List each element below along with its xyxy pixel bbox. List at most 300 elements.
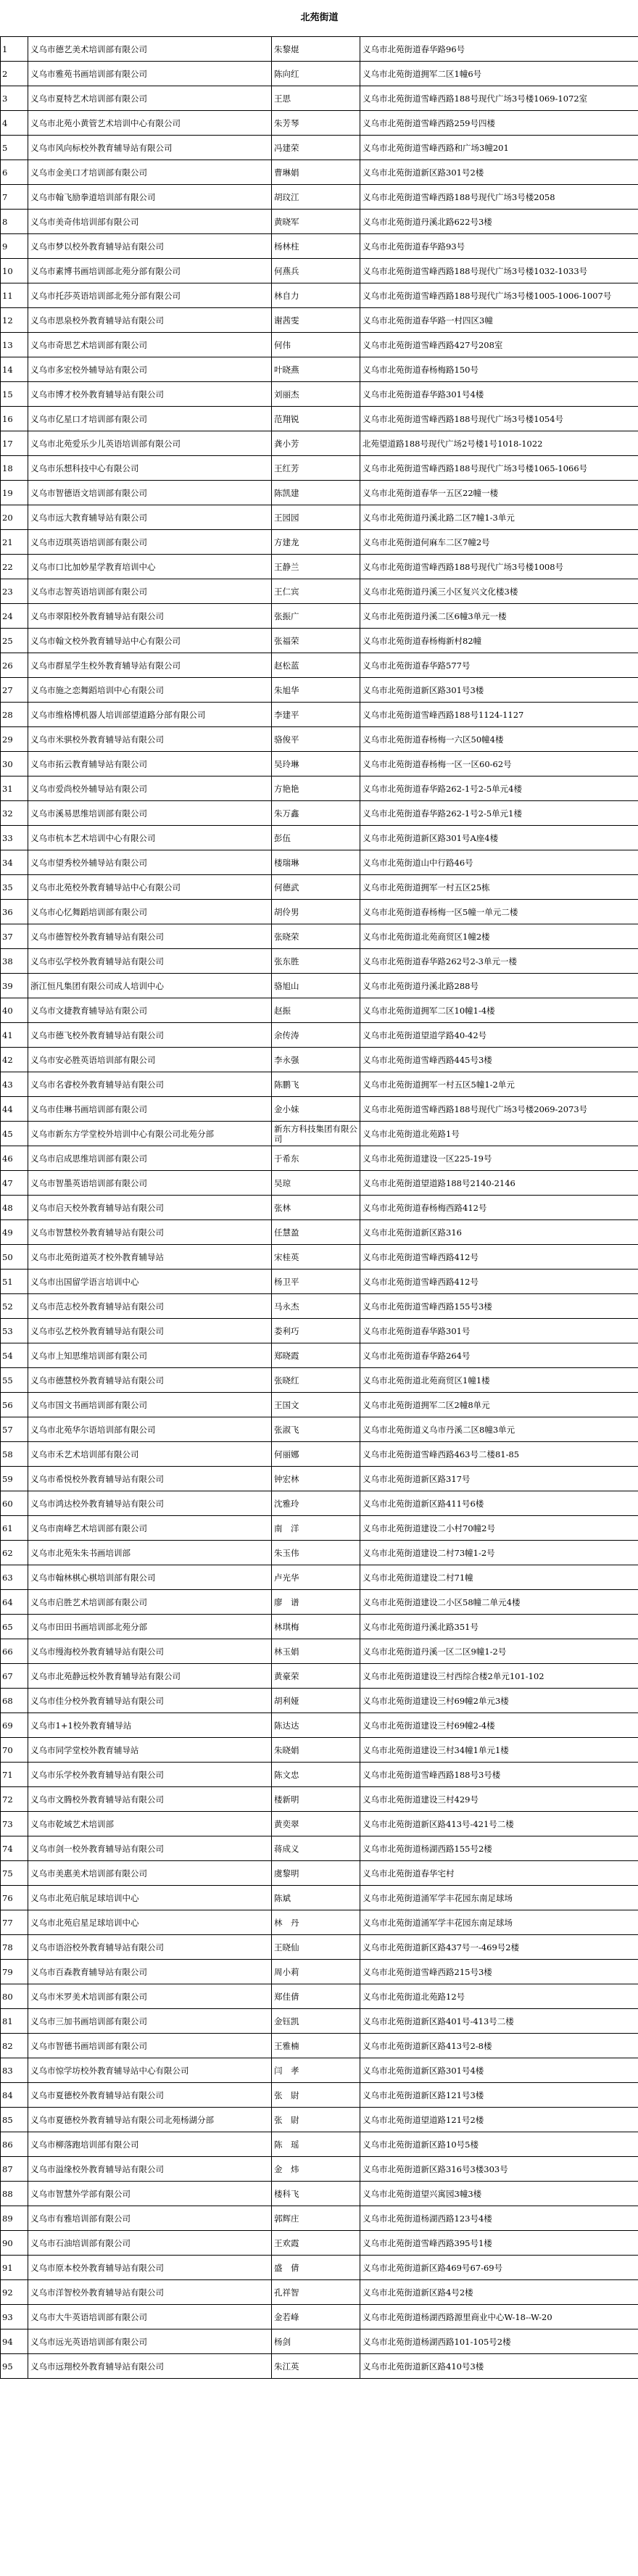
address: 义乌市北苑街道春华路93号 <box>360 234 638 259</box>
institution-name: 义乌市大牛英语培训部有限公司 <box>28 2305 272 2329</box>
contact-name: 王红芳 <box>272 456 360 481</box>
institution-name: 义乌市石油培训部有限公司 <box>28 2231 272 2256</box>
institution-name: 浙江恒凡集团有限公司成人培训中心 <box>28 974 272 998</box>
row-number: 95 <box>1 2354 28 2379</box>
contact-name: 张林 <box>272 1196 360 1220</box>
institution-name: 义乌市1+1校外教育辅导站 <box>28 1713 272 1738</box>
table-row <box>1 1664 638 1689</box>
table-row <box>1 924 638 949</box>
institution-name: 义乌市惊学坊校外教育辅导站中心有限公司 <box>28 2058 272 2083</box>
contact-name: 朱黎焜 <box>272 37 360 62</box>
table-row <box>1 2009 638 2034</box>
contact-name: 赵振 <box>272 998 360 1023</box>
table-row <box>1 530 638 555</box>
institution-name: 义乌市北苑校外教育辅导站中心有限公司 <box>28 875 272 900</box>
row-number: 34 <box>1 850 28 875</box>
address: 义乌市北苑街道建设三村429号 <box>360 1787 638 1812</box>
address: 义乌市北苑街道雪峰西路188号现代广场3号楼1008号 <box>360 555 638 579</box>
address: 义乌市北苑街道建设三村69幢2-4楼 <box>360 1713 638 1738</box>
address: 义乌市北苑街道春杨梅西路412号 <box>360 1196 638 1220</box>
table-row <box>1 2280 638 2305</box>
contact-name: 郑晓霞 <box>272 1343 360 1368</box>
institution-name: 义乌市夏特艺术培训部有限公司 <box>28 86 272 111</box>
address: 义乌市北苑街道涌军学丰花园东南足球场 <box>360 1886 638 1910</box>
address: 义乌市北苑街道丹溪二区6幢3单元一楼 <box>360 604 638 629</box>
contact-name: 张 尉 <box>272 2083 360 2108</box>
table-row <box>1 1467 638 1491</box>
contact-name: 何伟 <box>272 333 360 357</box>
table-row <box>1 111 638 136</box>
address: 义乌市北苑街道新区路413号2-8楼 <box>360 2034 638 2058</box>
contact-name: 张东胜 <box>272 949 360 974</box>
institution-name: 义乌市维格博机器人培训部望道路分部有限公司 <box>28 703 272 727</box>
contact-name: 杨剑 <box>272 2329 360 2354</box>
row-number: 84 <box>1 2083 28 2108</box>
contact-name: 何燕兵 <box>272 259 360 283</box>
institution-name: 义乌市博才校外教育辅导站有限公司 <box>28 382 272 407</box>
institution-name: 义乌市希悦校外教育辅导站有限公司 <box>28 1467 272 1491</box>
table-row <box>1 62 638 86</box>
contact-name: 马永杰 <box>272 1294 360 1319</box>
address: 义乌市北苑街道春华路262-1号2-5单元4楼 <box>360 776 638 801</box>
row-number: 14 <box>1 357 28 382</box>
table-row <box>1 1393 638 1417</box>
contact-name: 陈 瑶 <box>272 2132 360 2157</box>
contact-name: 张福荣 <box>272 629 360 653</box>
address: 义乌市北苑街道建设三村西综合楼2单元101-102 <box>360 1664 638 1689</box>
address: 义乌市北苑街道建设二村71幢 <box>360 1565 638 1590</box>
table-row <box>1 1960 638 1984</box>
table-row <box>1 1886 638 1910</box>
row-number: 53 <box>1 1319 28 1343</box>
contact-name: 黄晓军 <box>272 210 360 234</box>
contact-name: 廖 谱 <box>272 1590 360 1615</box>
address: 义乌市北苑街道雪峰西路188号现代广场3号楼2069-2073号 <box>360 1097 638 1122</box>
table-row <box>1 2231 638 2256</box>
institution-name: 义乌市启胜艺术培训部有限公司 <box>28 1590 272 1615</box>
contact-name: 朱万鑫 <box>272 801 360 826</box>
row-number: 92 <box>1 2280 28 2305</box>
table-row <box>1 2034 638 2058</box>
address: 义乌市北苑街道雪峰西路259号四楼 <box>360 111 638 136</box>
table-row <box>1 407 638 431</box>
contact-name: 吴玲琳 <box>272 752 360 776</box>
row-number: 31 <box>1 776 28 801</box>
address: 义乌市北苑街道雪峰西路412号 <box>360 1245 638 1270</box>
institution-name: 义乌市美奇伟培训部有限公司 <box>28 210 272 234</box>
contact-name: 胡伶男 <box>272 900 360 924</box>
institution-name: 义乌市口比加妙星学教育培训中心 <box>28 555 272 579</box>
table-row <box>1 136 638 160</box>
table-row <box>1 875 638 900</box>
row-number: 17 <box>1 431 28 456</box>
institution-name: 义乌市北苑启星足球培训中心 <box>28 1910 272 1935</box>
row-number: 8 <box>1 210 28 234</box>
row-number: 42 <box>1 1048 28 1072</box>
address: 义乌市北苑街道杨湖西路123号4楼 <box>360 2206 638 2231</box>
institution-name: 义乌市远大教育辅导站有限公司 <box>28 505 272 530</box>
contact-name: 林自力 <box>272 283 360 308</box>
row-number: 74 <box>1 1836 28 1861</box>
row-number: 85 <box>1 2108 28 2132</box>
row-number: 41 <box>1 1023 28 1048</box>
row-number: 67 <box>1 1664 28 1689</box>
address: 义乌市北苑街道雪峰西路463号二楼81-85 <box>360 1442 638 1467</box>
address: 义乌市北苑街道雪峰西路215号3楼 <box>360 1960 638 1984</box>
address: 义乌市北苑街道雪峰西路155号3楼 <box>360 1294 638 1319</box>
table-row <box>1 210 638 234</box>
institution-name: 义乌市智慧外学部有限公司 <box>28 2182 272 2206</box>
row-number: 90 <box>1 2231 28 2256</box>
institution-name: 义乌市夏德校外教育辅导站有限公司北苑杨湖分部 <box>28 2108 272 2132</box>
institution-name: 义乌市北苑华尔语培训部有限公司 <box>28 1417 272 1442</box>
address: 义乌市北苑街道新区路301号3楼 <box>360 678 638 703</box>
table-row <box>1 2157 638 2182</box>
address: 义乌市北苑街道春华宅村 <box>360 1861 638 1886</box>
institution-name: 义乌市名睿校外教育辅导站有限公司 <box>28 1072 272 1097</box>
address: 义乌市北苑街道新区路437号一-469号2楼 <box>360 1935 638 1960</box>
institution-name: 义乌市群星学生校外教育辅导站有限公司 <box>28 653 272 678</box>
contact-name: 朱江英 <box>272 2354 360 2379</box>
table-row <box>1 37 638 62</box>
address: 义乌市北苑街道望道路121号2楼 <box>360 2108 638 2132</box>
row-number: 6 <box>1 160 28 185</box>
row-number: 75 <box>1 1861 28 1886</box>
table-row <box>1 1689 638 1713</box>
address: 义乌市北苑街道北苑商贸区1幢2楼 <box>360 924 638 949</box>
table-row <box>1 1861 638 1886</box>
row-number: 28 <box>1 703 28 727</box>
contact-name: 郭辉庄 <box>272 2206 360 2231</box>
row-number: 10 <box>1 259 28 283</box>
table-row <box>1 1196 638 1220</box>
address: 义乌市北苑街道建设二小区58幢二单元4楼 <box>360 1590 638 1615</box>
address: 义乌市北苑街道新区路301号2楼 <box>360 160 638 185</box>
table-row <box>1 653 638 678</box>
title-row <box>1 0 638 37</box>
contact-name: 李建平 <box>272 703 360 727</box>
table-row <box>1 259 638 283</box>
address: 义乌市北苑街道建设三村34幢1单元1楼 <box>360 1738 638 1763</box>
row-number: 29 <box>1 727 28 752</box>
address: 义乌市北苑街道丹溪北路351号 <box>360 1615 638 1639</box>
address: 义乌市北苑街道雪峰西路188号现代广场3号楼2058 <box>360 185 638 210</box>
address: 义乌市北苑街道雪峰西路和广场3幢201 <box>360 136 638 160</box>
table-row <box>1 1368 638 1393</box>
institution-name: 义乌市智墨英语培训部有限公司 <box>28 1171 272 1196</box>
institution-name: 义乌市弘艺校外教育辅导站有限公司 <box>28 1319 272 1343</box>
institution-name: 义乌市美惠美术培训部有限公司 <box>28 1861 272 1886</box>
contact-name: 张振广 <box>272 604 360 629</box>
contact-name: 彭伍 <box>272 826 360 850</box>
institution-name: 义乌市米骐校外教育辅导站有限公司 <box>28 727 272 752</box>
row-number: 79 <box>1 1960 28 1984</box>
row-number: 55 <box>1 1368 28 1393</box>
table-row <box>1 2206 638 2231</box>
table-row <box>1 1048 638 1072</box>
address: 义乌市北苑街道新区路317号 <box>360 1467 638 1491</box>
row-number: 33 <box>1 826 28 850</box>
address: 义乌市北苑街道丹溪北路622号3楼 <box>360 210 638 234</box>
table-row <box>1 555 638 579</box>
institution-name: 义乌市语浴校外教育辅导站有限公司 <box>28 1935 272 1960</box>
address: 义乌市北苑街道春华路262号2-3单元一楼 <box>360 949 638 974</box>
institution-name: 义乌市亿星口才培训部有限公司 <box>28 407 272 431</box>
table-row <box>1 2256 638 2280</box>
row-number: 68 <box>1 1689 28 1713</box>
address: 义乌市北苑街道拥军一村五区5幢1-2单元 <box>360 1072 638 1097</box>
institution-name: 义乌市鸿达校外教育辅导站有限公司 <box>28 1491 272 1516</box>
address: 义乌市北苑街道雪峰西路188号现代广场3号楼1054号 <box>360 407 638 431</box>
address: 义乌市北苑街道新区路10号5楼 <box>360 2132 638 2157</box>
institution-name: 义乌市北苑爱乐少儿英语培训部有限公司 <box>28 431 272 456</box>
institution-name: 义乌市溪易思维培训部有限公司 <box>28 801 272 826</box>
institution-name: 义乌市北苑朱朱书画培训部 <box>28 1541 272 1565</box>
address: 义乌市北苑街道雪峰西路188号现代广场3号楼1005-1006-1007号 <box>360 283 638 308</box>
institution-name: 义乌市夏德校外教育辅导站有限公司 <box>28 2083 272 2108</box>
contact-name: 陈达达 <box>272 1713 360 1738</box>
row-number: 56 <box>1 1393 28 1417</box>
institution-name: 义乌市北苑静远校外教育辅导站有限公司 <box>28 1664 272 1689</box>
address: 义乌市北苑街道拥军二区2幢8单元 <box>360 1393 638 1417</box>
row-number: 60 <box>1 1491 28 1516</box>
address: 义乌市北苑街道雪峰西路188号现代广场3号楼1032-1033号 <box>360 259 638 283</box>
address: 义乌市北苑街道春华路262-1号2-5单元1楼 <box>360 801 638 826</box>
table-row <box>1 850 638 875</box>
institution-name: 义乌市翠阳校外教育辅导站有限公司 <box>28 604 272 629</box>
contact-name: 陈向红 <box>272 62 360 86</box>
address: 义乌市北苑街道雪峰西路188号现代广场3号楼1069-1072室 <box>360 86 638 111</box>
table-row <box>1 801 638 826</box>
institution-name: 义乌市乾域艺术培训部 <box>28 1812 272 1836</box>
contact-name: 王静兰 <box>272 555 360 579</box>
address: 义乌市北苑街道新区路469号67-69号 <box>360 2256 638 2280</box>
row-number: 9 <box>1 234 28 259</box>
institution-name: 义乌市智慧校外教育辅导站有限公司 <box>28 1220 272 1245</box>
row-number: 58 <box>1 1442 28 1467</box>
address: 义乌市北苑街道丹溪北路288号 <box>360 974 638 998</box>
address: 义乌市北苑街道雪峰西路427号208室 <box>360 333 638 357</box>
institution-name: 义乌市智德书画培训部有限公司 <box>28 2034 272 2058</box>
table-row <box>1 1836 638 1861</box>
row-number: 57 <box>1 1417 28 1442</box>
address: 义乌市北苑街道春华一五区22幢一楼 <box>360 481 638 505</box>
row-number: 1 <box>1 37 28 62</box>
address: 义乌市北苑街道新区路121号3楼 <box>360 2083 638 2108</box>
contact-name: 骆俊平 <box>272 727 360 752</box>
address: 义乌市北苑街道春华路301号 <box>360 1319 638 1343</box>
institution-name: 义乌市缦海校外教育辅导站有限公司 <box>28 1639 272 1664</box>
table-row <box>1 1343 638 1368</box>
table-row <box>1 949 638 974</box>
institution-name: 义乌市德智校外教育辅导站有限公司 <box>28 924 272 949</box>
address: 义乌市北苑街道新区路301号4楼 <box>360 2058 638 2083</box>
address: 义乌市北苑街道春华路301号4楼 <box>360 382 638 407</box>
address: 义乌市北苑街道北苑路12号 <box>360 1984 638 2009</box>
institution-name: 义乌市思泉校外教育辅导站有限公司 <box>28 308 272 333</box>
row-number: 50 <box>1 1245 28 1270</box>
address: 义乌市北苑街道春华路264号 <box>360 1343 638 1368</box>
row-number: 63 <box>1 1565 28 1590</box>
contact-name: 张 尉 <box>272 2108 360 2132</box>
address: 义乌市北苑街道新区路410号3楼 <box>360 2354 638 2379</box>
row-number: 76 <box>1 1886 28 1910</box>
table-row <box>1 2058 638 2083</box>
row-number: 44 <box>1 1097 28 1122</box>
address: 义乌市北苑街道北苑商贸区1幢1楼 <box>360 1368 638 1393</box>
institution-name: 义乌市弘学校外教育辅导站有限公司 <box>28 949 272 974</box>
row-number: 47 <box>1 1171 28 1196</box>
table-row <box>1 678 638 703</box>
institution-name: 义乌市雅苑书画培训部有限公司 <box>28 62 272 86</box>
institution-name: 义乌市原本校外教育辅导站有限公司 <box>28 2256 272 2280</box>
row-number: 64 <box>1 1590 28 1615</box>
row-number: 83 <box>1 2058 28 2083</box>
contact-name: 于希东 <box>272 1146 360 1171</box>
row-number: 36 <box>1 900 28 924</box>
row-number: 18 <box>1 456 28 481</box>
row-number: 73 <box>1 1812 28 1836</box>
address: 义乌市北苑街道北苑路1号 <box>360 1122 638 1146</box>
sheet-title: 北苑街道 <box>1 0 638 37</box>
institution-name: 义乌市三加书画培训部有限公司 <box>28 2009 272 2034</box>
institution-name: 义乌市文腾校外教育辅导站有限公司 <box>28 1787 272 1812</box>
table-row <box>1 900 638 924</box>
institution-name: 义乌市迈琪英语培训部有限公司 <box>28 530 272 555</box>
contact-name: 郑佳倩 <box>272 1984 360 2009</box>
table-row <box>1 86 638 111</box>
row-number: 88 <box>1 2182 28 2206</box>
contact-name: 张晓荣 <box>272 924 360 949</box>
contact-name: 卢光华 <box>272 1565 360 1590</box>
contact-name: 林 丹 <box>272 1910 360 1935</box>
table-row <box>1 752 638 776</box>
contact-name: 陈鹏飞 <box>272 1072 360 1097</box>
contact-name: 黄奕翠 <box>272 1812 360 1836</box>
row-number: 37 <box>1 924 28 949</box>
contact-name: 王晓仙 <box>272 1935 360 1960</box>
table-row <box>1 481 638 505</box>
row-number: 27 <box>1 678 28 703</box>
table-row <box>1 1097 638 1122</box>
table-row <box>1 1294 638 1319</box>
table-row <box>1 1442 638 1467</box>
row-number: 12 <box>1 308 28 333</box>
table-row <box>1 1122 638 1146</box>
table-row <box>1 1738 638 1763</box>
address: 义乌市北苑街道杨湖西路源里商业中心W-18--W-20 <box>360 2305 638 2329</box>
institution-name: 义乌市志智英语培训部有限公司 <box>28 579 272 604</box>
row-number: 46 <box>1 1146 28 1171</box>
address: 义乌市北苑街道建设一区225-19号 <box>360 1146 638 1171</box>
institution-name: 义乌市洋智校外教育辅导站有限公司 <box>28 2280 272 2305</box>
table-row <box>1 357 638 382</box>
institution-name: 义乌市国文书画培训部有限公司 <box>28 1393 272 1417</box>
address: 义乌市北苑街道春杨梅路150号 <box>360 357 638 382</box>
contact-name: 冯建荣 <box>272 136 360 160</box>
institution-name: 义乌市安必胜英语培训部有限公司 <box>28 1048 272 1072</box>
contact-name: 金小妹 <box>272 1097 360 1122</box>
contact-name: 张淑飞 <box>272 1417 360 1442</box>
table-row <box>1 2182 638 2206</box>
table-row <box>1 1910 638 1935</box>
table-row <box>1 2305 638 2329</box>
address: 义乌市北苑街道春华路577号 <box>360 653 638 678</box>
row-number: 13 <box>1 333 28 357</box>
row-number: 70 <box>1 1738 28 1763</box>
row-number: 87 <box>1 2157 28 2182</box>
table-row <box>1 1935 638 1960</box>
table-row <box>1 1812 638 1836</box>
address: 义乌市北苑街道春杨梅一区5幢一单元二楼 <box>360 900 638 924</box>
row-number: 2 <box>1 62 28 86</box>
address: 义乌市北苑街道山中行路46号 <box>360 850 638 875</box>
institution-name: 义乌市奇思艺术培训部有限公司 <box>28 333 272 357</box>
address: 义乌市北苑街道新区路301号A座4楼 <box>360 826 638 850</box>
address: 义乌市北苑街道雪峰西路188号3号楼 <box>360 1763 638 1787</box>
table-row <box>1 629 638 653</box>
address: 义乌市北苑街道雪峰西路188号1124-1127 <box>360 703 638 727</box>
row-number: 3 <box>1 86 28 111</box>
contact-name: 孔祥智 <box>272 2280 360 2305</box>
contact-name: 曹琳娟 <box>272 160 360 185</box>
table-row <box>1 1171 638 1196</box>
table-row <box>1 160 638 185</box>
table-row <box>1 1270 638 1294</box>
institution-name: 义乌市远光英语培训部有限公司 <box>28 2329 272 2354</box>
table-row <box>1 234 638 259</box>
contact-name: 虞黎明 <box>272 1861 360 1886</box>
row-number: 26 <box>1 653 28 678</box>
contact-name: 王思 <box>272 86 360 111</box>
contact-name: 龚小芳 <box>272 431 360 456</box>
contact-name: 南 洋 <box>272 1516 360 1541</box>
institution-name: 义乌市米罗美术培训部有限公司 <box>28 1984 272 2009</box>
contact-name: 周小莉 <box>272 1960 360 1984</box>
table-row <box>1 776 638 801</box>
institution-name: 义乌市乐学校外教育辅导站有限公司 <box>28 1763 272 1787</box>
address: 义乌市北苑街道拥军二区10幢1-4楼 <box>360 998 638 1023</box>
address: 义乌市北苑街道望道学路40-42号 <box>360 1023 638 1048</box>
address: 义乌市北苑街道春杨梅一区一区60-62号 <box>360 752 638 776</box>
institution-name: 义乌市爱尚校外辅导站有限公司 <box>28 776 272 801</box>
row-number: 65 <box>1 1615 28 1639</box>
institution-name: 义乌市风向标校外教育辅导站有限公司 <box>28 136 272 160</box>
table-row <box>1 1516 638 1541</box>
address: 义乌市北苑街道新区路4号2楼 <box>360 2280 638 2305</box>
table-row <box>1 456 638 481</box>
contact-name: 吴琼 <box>272 1171 360 1196</box>
contact-name: 张晓红 <box>272 1368 360 1393</box>
table-row <box>1 727 638 752</box>
institution-name: 义乌市百森教育辅导站有限公司 <box>28 1960 272 1984</box>
institution-name: 义乌市范志校外教育辅导站有限公司 <box>28 1294 272 1319</box>
institution-name: 义乌市德艺美术培训部有限公司 <box>28 37 272 62</box>
address: 义乌市北苑街道杨湖西路101-105号2楼 <box>360 2329 638 2354</box>
contact-name: 赵松蓝 <box>272 653 360 678</box>
contact-name: 宋桂英 <box>272 1245 360 1270</box>
institution-name: 义乌市翰文校外教育辅导站中心有限公司 <box>28 629 272 653</box>
row-number: 71 <box>1 1763 28 1787</box>
contact-name: 方建龙 <box>272 530 360 555</box>
row-number: 19 <box>1 481 28 505</box>
row-number: 69 <box>1 1713 28 1738</box>
address: 义乌市北苑街道春华路96号 <box>360 37 638 62</box>
institution-name: 义乌市杭本艺术培训中心有限公司 <box>28 826 272 850</box>
address: 义乌市北苑街道雪峰西路445号3楼 <box>360 1048 638 1072</box>
address: 义乌市北苑街道杨湖西路155号2楼 <box>360 1836 638 1861</box>
address: 义乌市北苑街道新区路411号6楼 <box>360 1491 638 1516</box>
